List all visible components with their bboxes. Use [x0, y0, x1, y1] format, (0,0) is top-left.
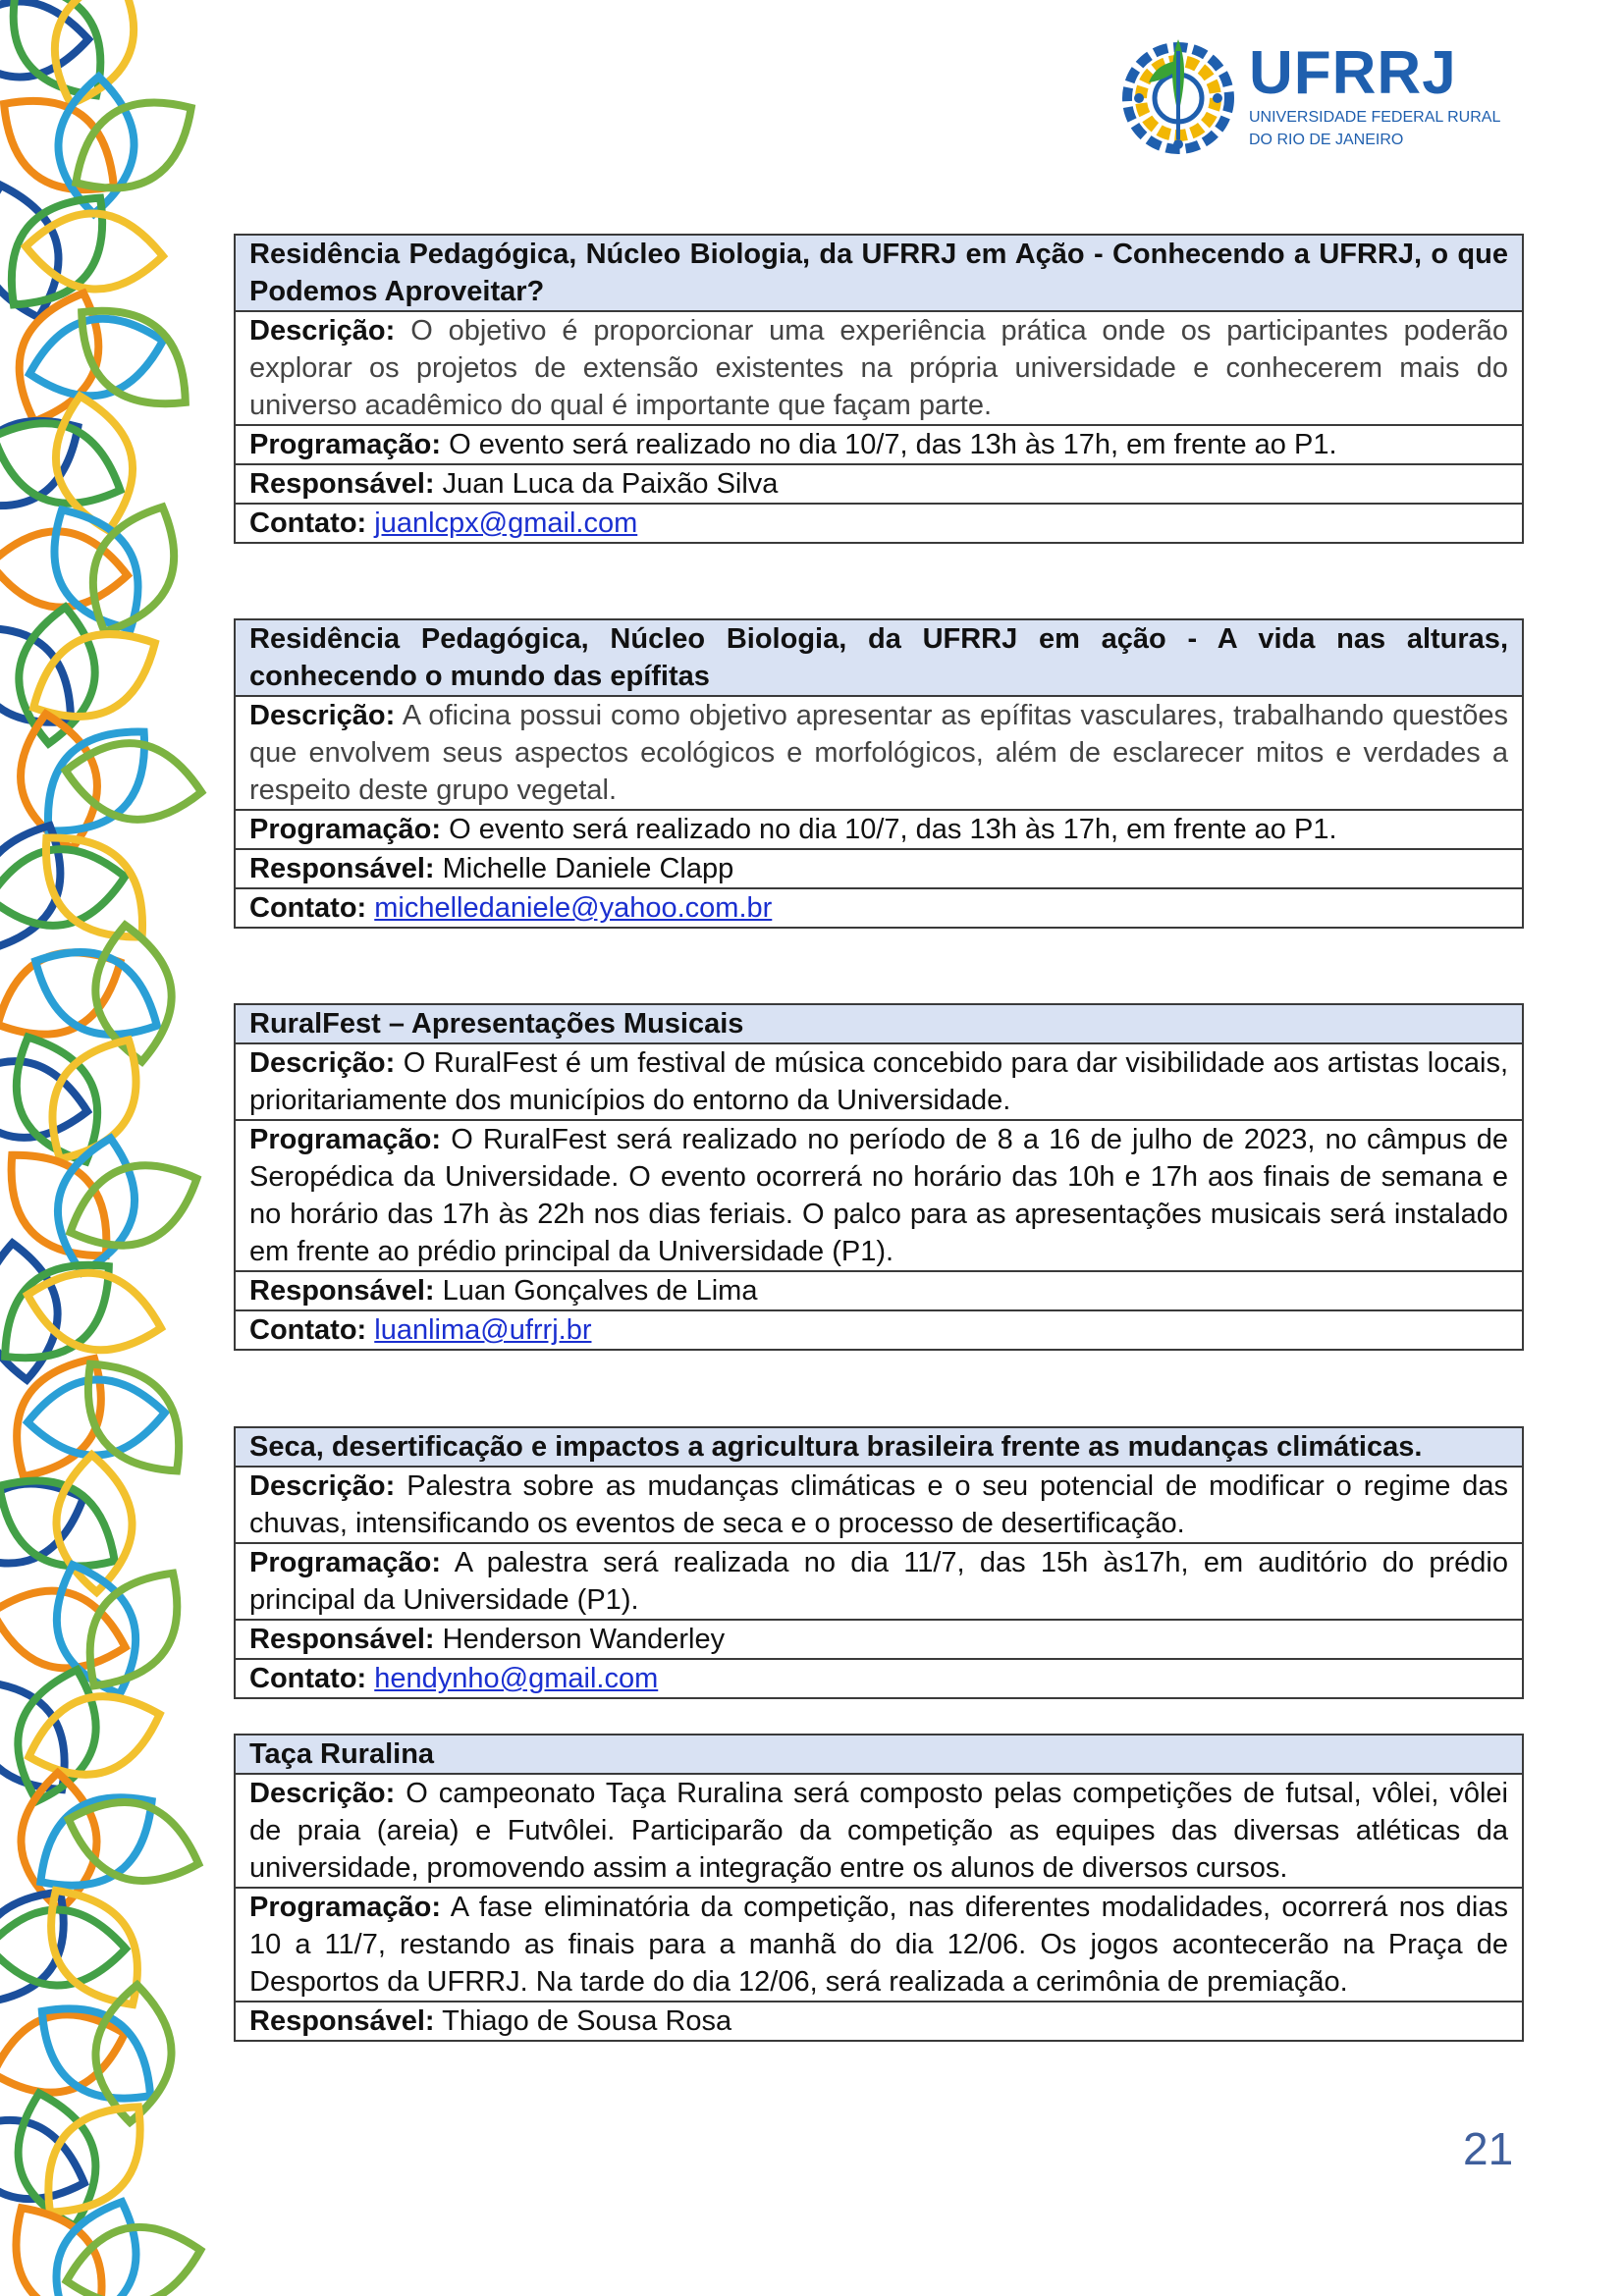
schedule-label: Programação:	[249, 1892, 442, 1923]
decorative-leaf-arc	[57, 284, 210, 431]
schedule-label: Programação:	[249, 429, 442, 460]
description-label: Descrição:	[249, 315, 396, 347]
responsible-name: Michelle Daniele Clapp	[442, 853, 734, 884]
event-title: RuralFest – Apresentações Musicais	[235, 1004, 1523, 1043]
contact-label: Contato:	[249, 507, 367, 539]
responsible-name: Juan Luca da Paixão Silva	[442, 468, 779, 500]
event-title: Taça Ruralina	[235, 1735, 1523, 1774]
event-schedule	[235, 810, 1523, 849]
event-description	[235, 1043, 1523, 1120]
event-schedule	[235, 1120, 1523, 1271]
logo-subtitle-line2: DO RIO DE JANEIRO	[1249, 132, 1404, 148]
event-table	[234, 1426, 1524, 1699]
page-number: 21	[1463, 2123, 1514, 2174]
schedule-text: O RuralFest será realizado no período de 8 a 16 de julho de 2023, no câmpus de Seropédica da Universidade. O evento ocorrerá no horário das 10h e 17h aos finais de semana e no horário das 17h às 22h nos dias feriais. O palco para as apresentações musicais será instalado em frente ao prédio principal da Universidade (P1).	[249, 1124, 1508, 1267]
contact-email-link[interactable]: michelledaniele@yahoo.com.br	[374, 892, 773, 924]
event-contact	[235, 504, 1523, 543]
schedule-text: A fase eliminatória da competição, nas diferentes modalidades, ocorrerá nos dias 10 a 11/7, restando as finais para a manhã do dia 12/06. Os jogos acontecerão na Praça de Desportos da UFRRJ. Na tarde do dia 12/06, será realizada a cerimônia de premiação.	[249, 1892, 1508, 1998]
description-text: Palestra sobre as mudanças climáticas e o seu potencial de modificar o regime das chuvas, intensificando os eventos de seca e o processo de desertificação.	[249, 1470, 1508, 1539]
event-contact	[235, 888, 1523, 928]
event-description	[235, 696, 1523, 810]
schedule-label: Programação:	[249, 814, 442, 845]
event-responsible	[235, 849, 1523, 888]
responsible-name: Thiago de Sousa Rosa	[442, 2005, 732, 2037]
decorative-leaf-border	[0, 0, 226, 2296]
event-contact	[235, 1310, 1523, 1350]
event-table	[234, 618, 1524, 929]
schedule-label: Programação:	[249, 1547, 442, 1578]
responsible-label: Responsável:	[249, 1275, 435, 1307]
event-title: Residência Pedagógica, Núcleo Biologia, da UFRRJ em ação - A vida nas alturas, conhecendo o mundo das epífitas	[235, 619, 1523, 696]
contact-email-link[interactable]: luanlima@ufrrj.br	[374, 1314, 592, 1346]
contact-label: Contato:	[249, 1663, 367, 1694]
event-schedule	[235, 425, 1523, 464]
event-responsible	[235, 2002, 1523, 2041]
schedule-text: O evento será realizado no dia 10/7, das 13h às 17h, em frente ao P1.	[449, 814, 1337, 845]
description-label: Descrição:	[249, 1047, 396, 1079]
responsible-name: Luan Gonçalves de Lima	[442, 1275, 758, 1307]
event-description	[235, 311, 1523, 425]
event-responsible	[235, 464, 1523, 504]
description-label: Descrição:	[249, 700, 396, 731]
decorative-leaf-arc	[0, 1998, 135, 2110]
responsible-label: Responsável:	[249, 1624, 435, 1655]
schedule-label: Programação:	[249, 1124, 442, 1155]
description-text: O campeonato Taça Ruralina será composto pelas competições de futsal, vôlei, vôlei de praia (areia) e Futvôlei. Participarão da competição as equipes das diversas atléticas da universidade, promovendo assim a integração entre os alunos de diversos cursos.	[249, 1778, 1508, 1884]
event-responsible	[235, 1620, 1523, 1659]
description-text: O objetivo é proporcionar uma experiência prática onde os participantes poderão explorar os projetos de extensão existentes na própria universidade e conhecerem mais do universo acadêmico do qual é importante que façam parte.	[249, 315, 1509, 421]
event-schedule	[235, 1888, 1523, 2002]
responsible-label: Responsável:	[249, 853, 435, 884]
schedule-text: A palestra será realizada no dia 11/7, das 15h às17h, em auditório do prédio principal da Universidade (P1).	[249, 1547, 1508, 1616]
logo-wordmark: UFRRJ	[1249, 39, 1457, 107]
responsible-name: Henderson Wanderley	[442, 1624, 726, 1655]
event-description	[235, 1774, 1523, 1888]
ufrrj-emblem-icon	[1110, 22, 1247, 169]
responsible-label: Responsável:	[249, 468, 435, 500]
decorative-leaf-arc	[11, 603, 102, 748]
event-title: Seca, desertificação e impactos a agricultura brasileira frente as mudanças climáticas.	[235, 1427, 1523, 1467]
logo-subtitle-line1: UNIVERSIDADE FEDERAL RURAL	[1249, 109, 1501, 126]
contact-email-link[interactable]: juanlcpx@gmail.com	[374, 507, 638, 539]
contact-email-link[interactable]: hendynho@gmail.com	[374, 1663, 659, 1694]
event-table	[234, 1734, 1524, 2042]
event-schedule	[235, 1543, 1523, 1620]
event-responsible	[235, 1271, 1523, 1310]
event-description	[235, 1467, 1523, 1543]
event-contact	[235, 1659, 1523, 1698]
description-label: Descrição:	[249, 1778, 396, 1809]
description-text: O RuralFest é um festival de música concebido para dar visibilidade aos artistas locais, prioritariamente dos municípios do entorno da Universidade.	[249, 1047, 1508, 1116]
event-title: Residência Pedagógica, Núcleo Biologia, da UFRRJ em Ação - Conhecendo a UFRRJ, o que Podemos Aproveitar?	[235, 235, 1523, 311]
ufrrj-logo	[1110, 22, 1522, 169]
description-label: Descrição:	[249, 1470, 396, 1502]
event-table	[234, 234, 1524, 544]
contact-label: Contato:	[249, 892, 367, 924]
schedule-text: O evento será realizado no dia 10/7, das 13h às 17h, em frente ao P1.	[449, 429, 1337, 460]
event-table	[234, 1003, 1524, 1351]
responsible-label: Responsável:	[249, 2005, 435, 2037]
contact-label: Contato:	[249, 1314, 367, 1346]
description-text: A oficina possui como objetivo apresentar as epífitas vasculares, trabalhando questões que envolvem seus aspectos ecológicos e morfológicos, além de esclarecer mitos e verdades a respeito deste grupo vegetal.	[249, 700, 1508, 806]
